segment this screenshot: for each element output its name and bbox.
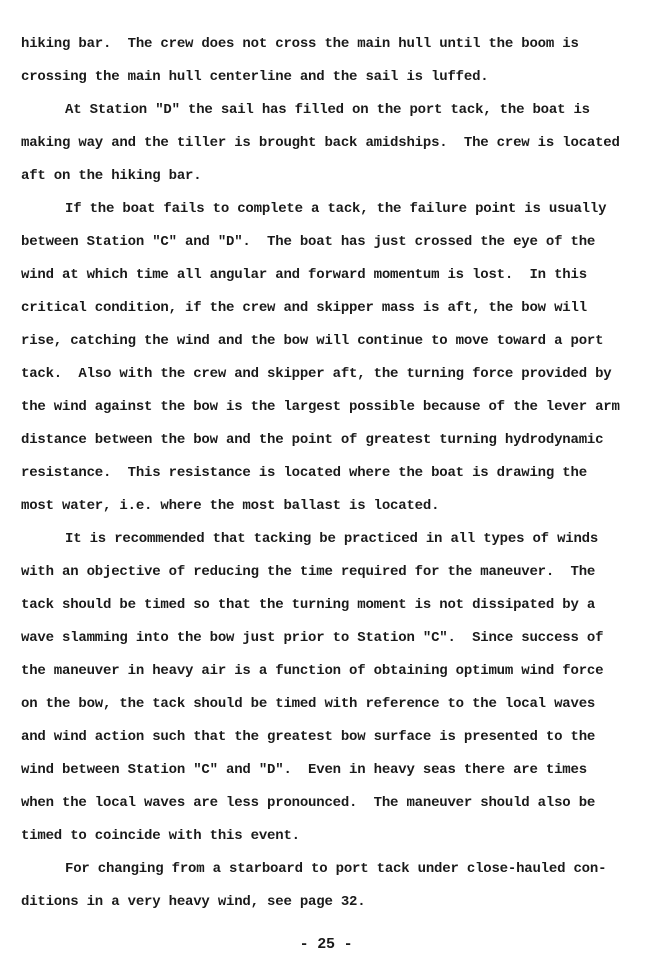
text-line: crossing the main hull centerline and the sail is luffed. — [21, 69, 489, 85]
document-body — [21, 28, 641, 919]
text-line: ditions in a very heavy wind, see page 32. — [21, 894, 366, 910]
text-line: and wind action such that the greatest bow surface is presented to the — [21, 729, 596, 745]
paragraph-5 — [21, 853, 641, 919]
text-line: with an objective of reducing the time required for the maneuver. The — [21, 564, 596, 580]
text-line: For changing from a starboard to port tack under close-hauled con- — [65, 861, 607, 877]
text-line: It is recommended that tacking be practiced in all types of winds — [65, 531, 599, 547]
text-line: wave slamming into the bow just prior to Station "C". Since success of — [21, 630, 604, 646]
paragraph-4 — [21, 523, 641, 853]
text-line: If the boat fails to complete a tack, the failure point is usually — [65, 201, 607, 217]
text-line: the wind against the bow is the largest possible because of the lever arm — [21, 399, 620, 415]
paragraph-3 — [21, 193, 641, 523]
text-line: wind between Station "C" and "D". Even in heavy seas there are times — [21, 762, 587, 778]
text-line: hiking bar. The crew does not cross the main hull until the boom is — [21, 36, 579, 52]
text-line: timed to coincide with this event. — [21, 828, 300, 844]
text-line: tack should be timed so that the turning moment is not dissipated by a — [21, 597, 596, 613]
text-line: rise, catching the wind and the bow will continue to move toward a port — [21, 333, 604, 349]
text-line: between Station "C" and "D". The boat has just crossed the eye of the — [21, 234, 596, 250]
page-number: - 25 - — [299, 936, 353, 953]
paragraph-2 — [21, 94, 641, 193]
text-line: the maneuver in heavy air is a function of obtaining optimum wind force — [21, 663, 604, 679]
text-line: wind at which time all angular and forward momentum is lost. In this — [21, 267, 587, 283]
text-line: critical condition, if the crew and skipper mass is aft, the bow will — [21, 300, 587, 316]
text-line: resistance. This resistance is located where the boat is drawing the — [21, 465, 587, 481]
text-line: distance between the bow and the point of greatest turning hydrodynamic — [21, 432, 604, 448]
text-line: tack. Also with the crew and skipper aft, the turning force provided by — [21, 366, 612, 382]
paragraph-1 — [21, 28, 641, 94]
text-line: aft on the hiking bar. — [21, 168, 202, 184]
text-line: making way and the tiller is brought back amidships. The crew is located — [21, 135, 620, 151]
text-line: most water, i.e. where the most ballast is located. — [21, 498, 440, 514]
text-line: when the local waves are less pronounced. The maneuver should also be — [21, 795, 596, 811]
text-line: At Station "D" the sail has filled on the port tack, the boat is — [65, 102, 590, 118]
text-line: on the bow, the tack should be timed with reference to the local waves — [21, 696, 596, 712]
